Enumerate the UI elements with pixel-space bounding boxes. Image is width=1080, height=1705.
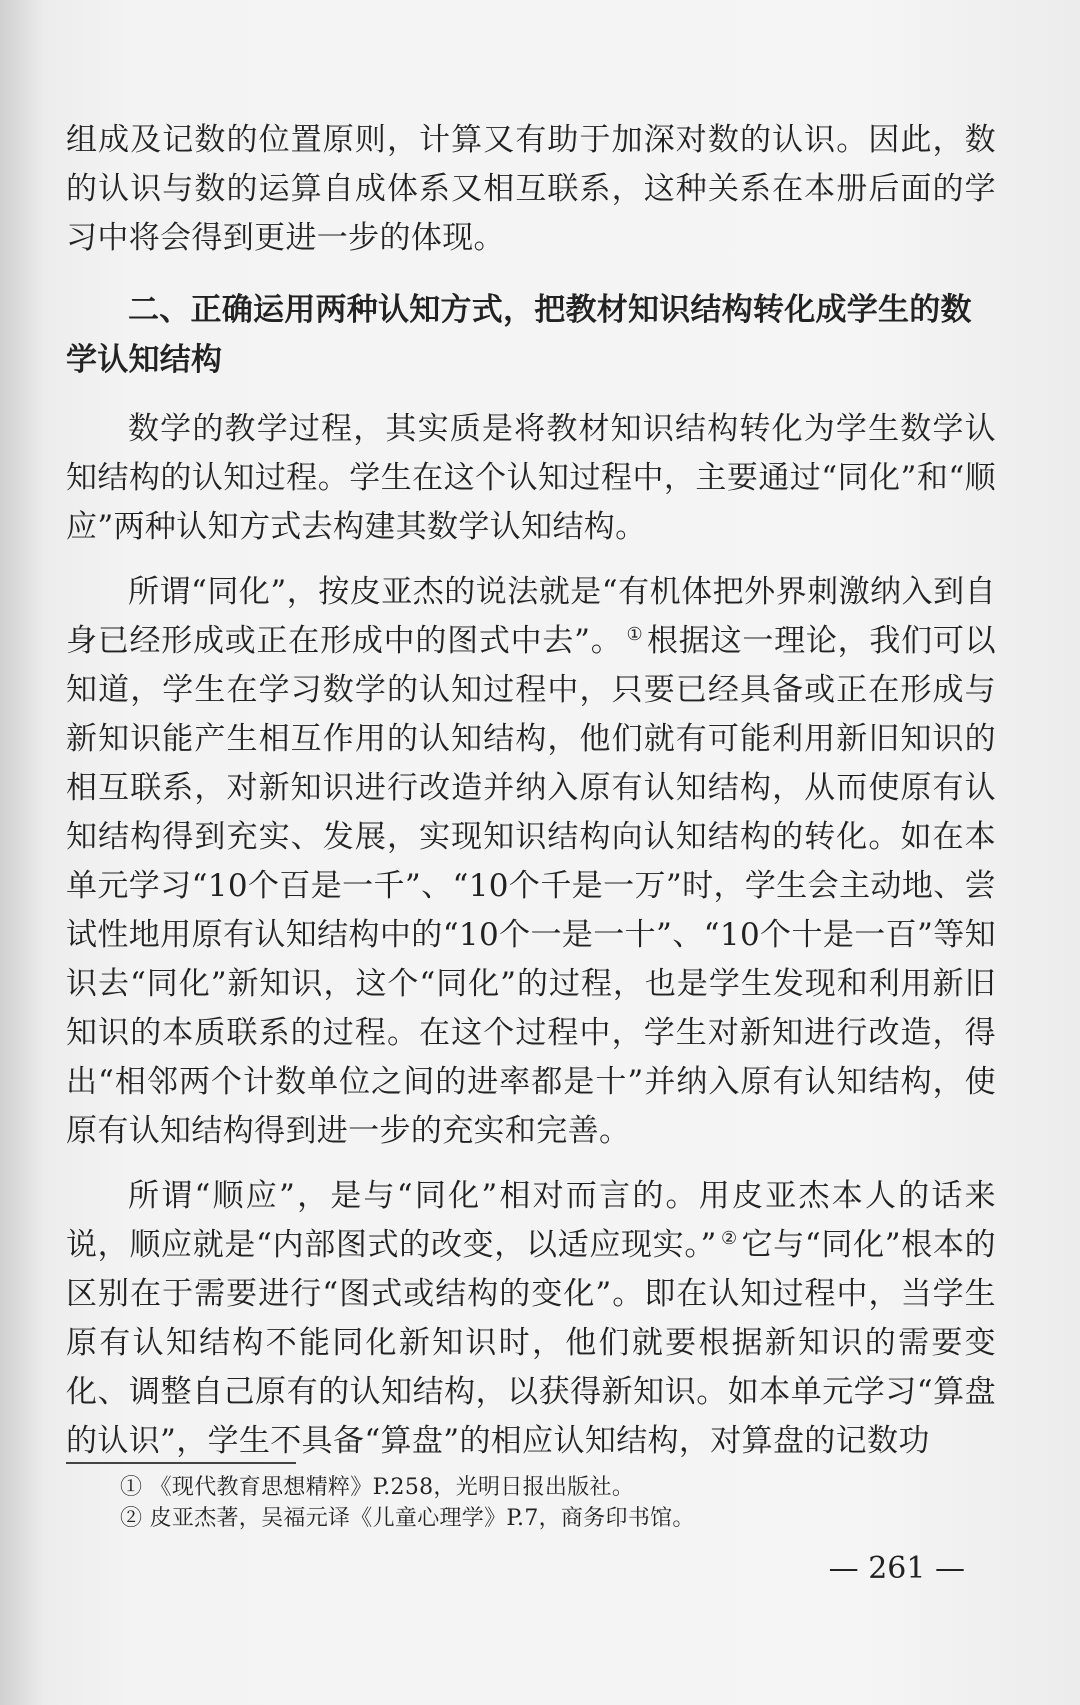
assimilation-text-before: 所谓“同化”，按皮亚杰的说法就是“有机体把外界刺激纳入到自身已经形成或正在形成中的图式中去”。 bbox=[66, 574, 996, 659]
footnote-reference-2: ② bbox=[720, 1227, 738, 1249]
assimilation-text-after: 根据这一理论，我们可以知道，学生在学习数学的认知过程中，只要已经具备或正在形成与新知识能产生相互作用的认知结构，他们就有可能利用新旧知识的相互联系，对新知识进行改造并纳入原有认知结构，从而使原有认知结构得到充实、发展，实现知识结构向认知结构的转化。如在本单元学习“10个百是一千”、“10个千是一万”时，学生会主动地、尝试性地用原有认知结构中的“10个一是一十”、“10个十是一百”等知识去“同化”新知识，这个“同化”的过程，也是学生发现和利用新旧知识的本质联系的过程。在这个过程中，学生对新知进行改造，得出“相邻两个计数单位之间的进率都是十”并纳入原有认知结构，使原有认知结构得到进一步的充实和完善。 bbox=[66, 623, 996, 1149]
accommodation-text-before: 所谓“顺应”，是与“同化”相对而言的。用皮亚杰本人的话来说，顺应就是“内部图式的改变，以适应现实。” bbox=[66, 1178, 996, 1263]
footnote-1: ① 《现代教育思想精粹》P.258，光明日报出版社。 bbox=[120, 1475, 635, 1500]
paragraph-continuation: 组成及记数的位置原则，计算又有助于加深对数的认识。因此，数的认识与数的运算自成体系又相互联系，这种关系在本册后面的学习中将会得到更进一步的体现。 bbox=[66, 122, 996, 256]
section-heading: 二、正确运用两种认知方式，把教材知识结构转化成学生的数学认知结构 bbox=[66, 292, 972, 378]
paragraph-assimilation bbox=[66, 568, 996, 1156]
accommodation-text-after: 它与“同化”根本的区别在于需要进行“图式或结构的变化”。即在认知过程中，当学生原有认知结构不能同化新知识时，他们就要根据新知识的需要变化、调整自己原有的认知结构，以获得新知识。如本单元学习“算盘的认识”，学生不具备“算盘”的相应认知结构，对算盘的记数功 bbox=[66, 1227, 996, 1459]
footnote-reference-1: ① bbox=[626, 623, 644, 645]
paragraph-accommodation bbox=[66, 1172, 996, 1466]
footnote-2: ② 皮亚杰著，吴福元译《儿童心理学》P.7，商务印书馆。 bbox=[120, 1506, 695, 1531]
paragraph-teaching-process: 数学的教学过程，其实质是将教材知识结构转化为学生数学认知结构的认知过程。学生在这个认知过程中，主要通过“同化”和“顺应”两种认知方式去构建其数学认知结构。 bbox=[66, 411, 996, 545]
footnotes bbox=[120, 1472, 940, 1534]
footnote-divider bbox=[66, 1462, 296, 1464]
page-number: — 261 — bbox=[828, 1551, 965, 1586]
main-text bbox=[66, 116, 996, 1466]
